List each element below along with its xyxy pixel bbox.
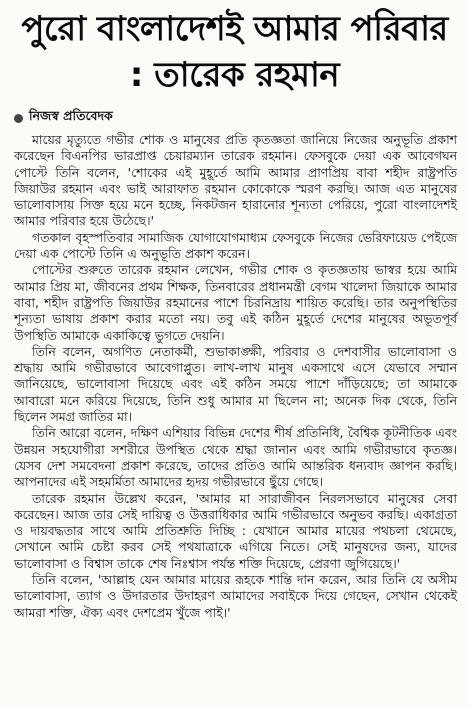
paragraph: তিনি বলেন, 'আল্লাহ যেন আমার মায়ের রূহকে শান্তি দান করেন, আর তিনি যে অসীম ভালোবাসা, ত্যাগ ও উদারতার উদাহরণ আমাদের সবাইকে দিয়ে গেছেন, সেখান থেকেই আমরা শক্তি, ঐক্য এবং দেশপ্রেম খুঁজে পাই।' — [14, 572, 457, 620]
bullet-icon — [14, 114, 23, 123]
paragraph: তিনি আরো বলেন, দক্ষিণ এশিয়ার বিভিন্ন দেশের শীর্ষ প্রতিনিধি, বৈশ্বিক কূটনীতিক এবং উন্নয়ন সহযোগীরা সশরীরে উপস্থিত থেকে শ্রদ্ধা জানান এবং আমি গভীরভাবে কৃতজ্ঞ। যেসব দেশ সমবেদনা প্রকাশ করেছে, তাদের প্রতিও আমি আন্তরিক ধন্যবাদ জ্ঞাপন করছি। আপনাদের এই সহমর্মিতা আমাদের হৃদয় গভীরভাবে ছুঁয়ে গেছে। — [14, 425, 457, 490]
paragraph: গতকাল বৃহস্পতিবার সামাজিক যোগাযোগমাধ্যম ফেসবুকে নিজের ভেরিফায়েড পেইজে দেয়া এক পোস্টে তিনি এ অনুভূতি প্রকাশ করেন। — [14, 229, 457, 262]
paragraph: মায়ের মৃত্যুতে গভীর শোক ও মানুষের প্রতি কৃতজ্ঞতা জানিয়ে নিজের অনুভূতি প্রকাশ করেছেন বিএনপির ভারপ্রাপ্ত চেয়ারম্যান তারেক রহমান। ফেসবুকে দেয়া এক আবেগঘন পোস্টে তিনি বলেন, 'শোকের এই মুহূর্তে আমি আমার প্রাণপ্রিয় বাবা শহীদ রাষ্ট্রপতি জিয়াউর রহমান এবং ভাই আরাফাত রহমান কোকোকে স্মরণ করছি। আজ এত মানুষের ভালোবাসায় সিক্ত হয়ে মনে হচ্ছে, নিকটজন হারানোর শূন্যতা পেরিয়ে, পুরো বাংলাদেশই আমার পরিবার হয়ে উঠেছে।' — [14, 132, 457, 229]
paragraph: পোস্টের শুরুতে তারেক রহমান লেখেন, গভীর শোক ও কৃতজ্ঞতায় ভাস্বর হয়ে আমি আমার প্রিয় মা, জীবনের প্রথম শিক্ষক, তিনবারের প্রধানমন্ত্রী বেগম খালেদা জিয়াকে আমার বাবা, শহীদ রাষ্ট্রপতি জিয়াউর রহমানের পাশে চিরনিদ্রায় শায়িত করেছি। তার অনুপস্থিতির শূন্যতা ভাষায় প্রকাশ করার মতো নয়। তবু এই কঠিন মুহূর্তে দেশের মানুষের অভূতপূর্ব উপস্থিতি আমাকে একাকিত্বে ভুগতে দেয়নি। — [14, 262, 457, 343]
headline: পুরো বাংলাদেশই আমার পরিবার : তারেক রহমান — [21, 9, 448, 95]
article-body — [14, 132, 457, 621]
paragraph: তিনি বলেন, অগণিত নেতাকর্মী, শুভাকাঙ্ক্ষী, পরিবার ও দেশবাসীর ভালোবাসা ও শ্রদ্ধায় আমি গভীরভাবে আবেগাপ্লুত। লাখ-লাখ মানুষ একসাথে এসে যেভাবে সম্মান জানিয়েছে, ভালোবাসা দিয়েছে এবং এই কঠিন সময়ে পাশে দাঁড়িয়েছে; তা আমাকে আবারো মনে করিয়ে দিয়েছে, তিনি শুধু আমার মা ছিলেন না; অনেক দিক থেকে, তিনি ছিলেন সমগ্র জাতির মা। — [14, 343, 457, 425]
byline — [14, 108, 455, 128]
bottom-edge — [0, 699, 469, 707]
byline-text: নিজস্ব প্রতিবেদক — [29, 108, 113, 123]
paragraph: তারেক রহমান উল্লেখ করেন, 'আমার মা সারাজীবন নিরলসভাবে মানুষের সেবা করেছেন। আজ তার সেই দায়িত্ব ও উত্তরাধিকার আমি গভীরভাবে অনুভব করছি। একাগ্রতা ও দায়বদ্ধতার সাথে আমি প্রতিশ্রুতি দিচ্ছি : যেখানে আমার মায়ের পথচলা থেমেছে, সেখানে আমি চেষ্টা করব সেই পথযাত্রাকে এগিয়ে নিতে। সেই মানুষদের জন্য, যাদের ভালোবাসা ও বিশ্বাস তাকে শেষ নিঃশ্বাস পর্যন্ত শক্তি দিয়েছে, প্রেরণা জুগিয়েছে।' — [14, 490, 457, 571]
